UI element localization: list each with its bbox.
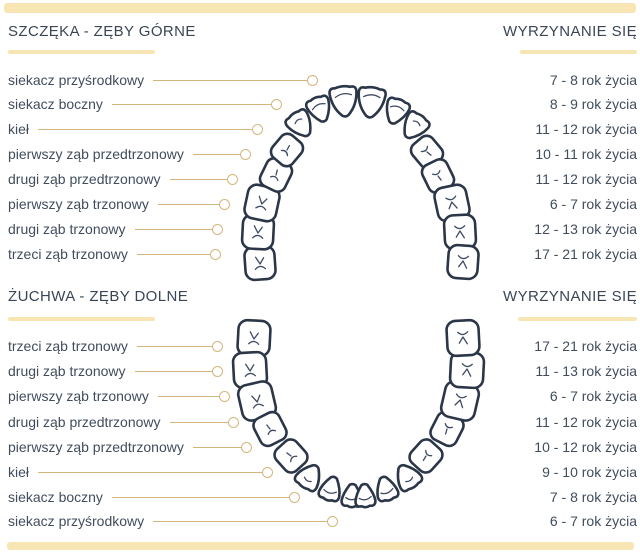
upper-arch-tooth-1 [244, 245, 276, 280]
leader-dot-marker [240, 149, 251, 160]
upper-eruption-title: WYRZYNANIE SIĘ [503, 23, 637, 40]
leader-line [38, 129, 252, 130]
leader-line [137, 346, 212, 347]
lower-tooth-row-5 [8, 462, 273, 482]
leader-line [135, 371, 212, 372]
leader-dot-marker [307, 75, 318, 86]
leader-line [38, 472, 262, 473]
leader-line [112, 497, 289, 498]
leader-dot-marker [327, 516, 338, 527]
lower-tooth-row-7 [8, 511, 338, 531]
bottom-divider-band [7, 542, 634, 550]
lower-arch-tooth-1 [237, 320, 271, 357]
tooth-name-label: siekacz przyśrodkowy [8, 513, 145, 529]
upper-eruption-age-0: 7 - 8 rok życia [549, 72, 637, 88]
upper-eruption-age-5: 6 - 7 rok życia [549, 196, 637, 212]
lower-eruption-age-5: 9 - 10 rok życia [542, 464, 637, 480]
lower-arch-tooth-16 [446, 320, 480, 357]
lower-tooth-row-3 [8, 412, 239, 432]
leader-line [135, 229, 212, 230]
lower-eruption-age-1: 11 - 13 rok życia [535, 363, 637, 379]
leader-line [158, 396, 219, 397]
tooth-name-label: pierwszy ząb przedtrzonowy [8, 439, 184, 455]
tooth-name-label: drugi ząb przedtrzonowy [8, 414, 161, 430]
tooth-name-label: trzeci ząb trzonowy [8, 338, 128, 354]
tooth-name-label: drugi ząb przedtrzonowy [8, 171, 161, 187]
leader-line [170, 179, 227, 180]
upper-section-title: SZCZĘKA - ZĘBY GÓRNE [8, 23, 196, 40]
tooth-name-label: kieł [8, 121, 30, 137]
upper-eruption-age-7: 17 - 21 rok życia [534, 246, 637, 262]
upper-arch [242, 85, 479, 281]
leader-dot-marker [252, 124, 263, 135]
upper-arch-tooth-9 [356, 86, 386, 119]
leader-dot-marker [241, 442, 252, 453]
leader-dot-marker [219, 391, 230, 402]
leader-line [170, 422, 228, 423]
upper-tooth-row-5 [8, 194, 230, 214]
tooth-name-label: drugi ząb trzonowy [8, 363, 126, 379]
leader-line [112, 104, 271, 105]
upper-tooth-row-0 [8, 70, 318, 90]
upper-eruption-age-4: 11 - 12 rok życia [535, 171, 637, 187]
upper-tooth-row-1 [8, 94, 282, 114]
leader-dot-marker [212, 224, 223, 235]
leader-dot-marker [212, 341, 223, 352]
tooth-name-label: kieł [8, 464, 30, 480]
lower-tooth-row-0 [8, 336, 223, 356]
lower-section-title: ŻUCHWA - ZĘBY DOLNE [8, 288, 189, 305]
lower-eruption-age-6: 7 - 8 rok życia [549, 489, 637, 505]
lower-eruption-age-7: 6 - 7 rok życia [549, 513, 637, 529]
lower-arch-tooth-7 [317, 474, 344, 503]
leader-dot-marker [228, 417, 239, 428]
upper-tooth-row-7 [8, 244, 221, 264]
upper-eruption-age-6: 12 - 13 rok życia [534, 221, 637, 237]
leader-line [153, 80, 307, 81]
upper-arch-tooth-8 [329, 85, 359, 118]
leader-line [158, 204, 219, 205]
leader-line [137, 254, 210, 255]
tooth-name-label: pierwszy ząb przedtrzonowy [8, 146, 184, 162]
lower-tooth-row-2 [8, 386, 230, 406]
tooth-name-label: siekacz przyśrodkowy [8, 72, 145, 88]
leader-dot-marker [262, 467, 273, 478]
tooth-name-label: pierwszy ząb trzonowy [8, 388, 149, 404]
lower-tooth-row-6 [8, 487, 300, 507]
leader-line [153, 521, 327, 522]
lower-eruption-age-3: 11 - 12 rok życia [535, 414, 637, 430]
upper-eruption-age-2: 11 - 12 rok życia [535, 121, 637, 137]
leader-dot-marker [212, 366, 223, 377]
upper-tooth-row-2 [8, 119, 263, 139]
lower-eruption-age-0: 17 - 21 rok życia [534, 338, 637, 354]
upper-tooth-row-3 [8, 144, 251, 164]
tooth-name-label: siekacz boczny [8, 489, 103, 505]
leader-dot-marker [210, 249, 221, 260]
leader-dot-marker [219, 199, 230, 210]
lower-eruption-age-4: 10 - 12 rok życia [534, 439, 637, 455]
upper-tooth-row-4 [8, 169, 238, 189]
lower-eruption-title: WYRZYNANIE SIĘ [503, 288, 637, 305]
leader-dot-marker [227, 174, 238, 185]
lower-tooth-row-4 [8, 437, 252, 457]
lower-arch-tooth-15 [450, 352, 485, 389]
lower-eruption-age-2: 6 - 7 rok życia [549, 388, 637, 404]
leader-line [193, 154, 240, 155]
upper-eruption-age-1: 8 - 9 rok życia [549, 96, 637, 112]
upper-arch-tooth-16 [447, 244, 479, 279]
tooth-name-label: pierwszy ząb trzonowy [8, 196, 149, 212]
lower-tooth-row-1 [8, 361, 223, 381]
tooth-name-label: siekacz boczny [8, 96, 103, 112]
tooth-name-label: trzeci ząb trzonowy [8, 246, 128, 262]
lower-arch-tooth-10 [373, 474, 400, 503]
leader-line [193, 447, 241, 448]
tooth-name-label: drugi ząb trzonowy [8, 221, 126, 237]
leader-dot-marker [271, 99, 282, 110]
upper-tooth-row-6 [8, 219, 223, 239]
leader-dot-marker [289, 492, 300, 503]
upper-eruption-age-3: 10 - 11 rok życia [535, 146, 637, 162]
